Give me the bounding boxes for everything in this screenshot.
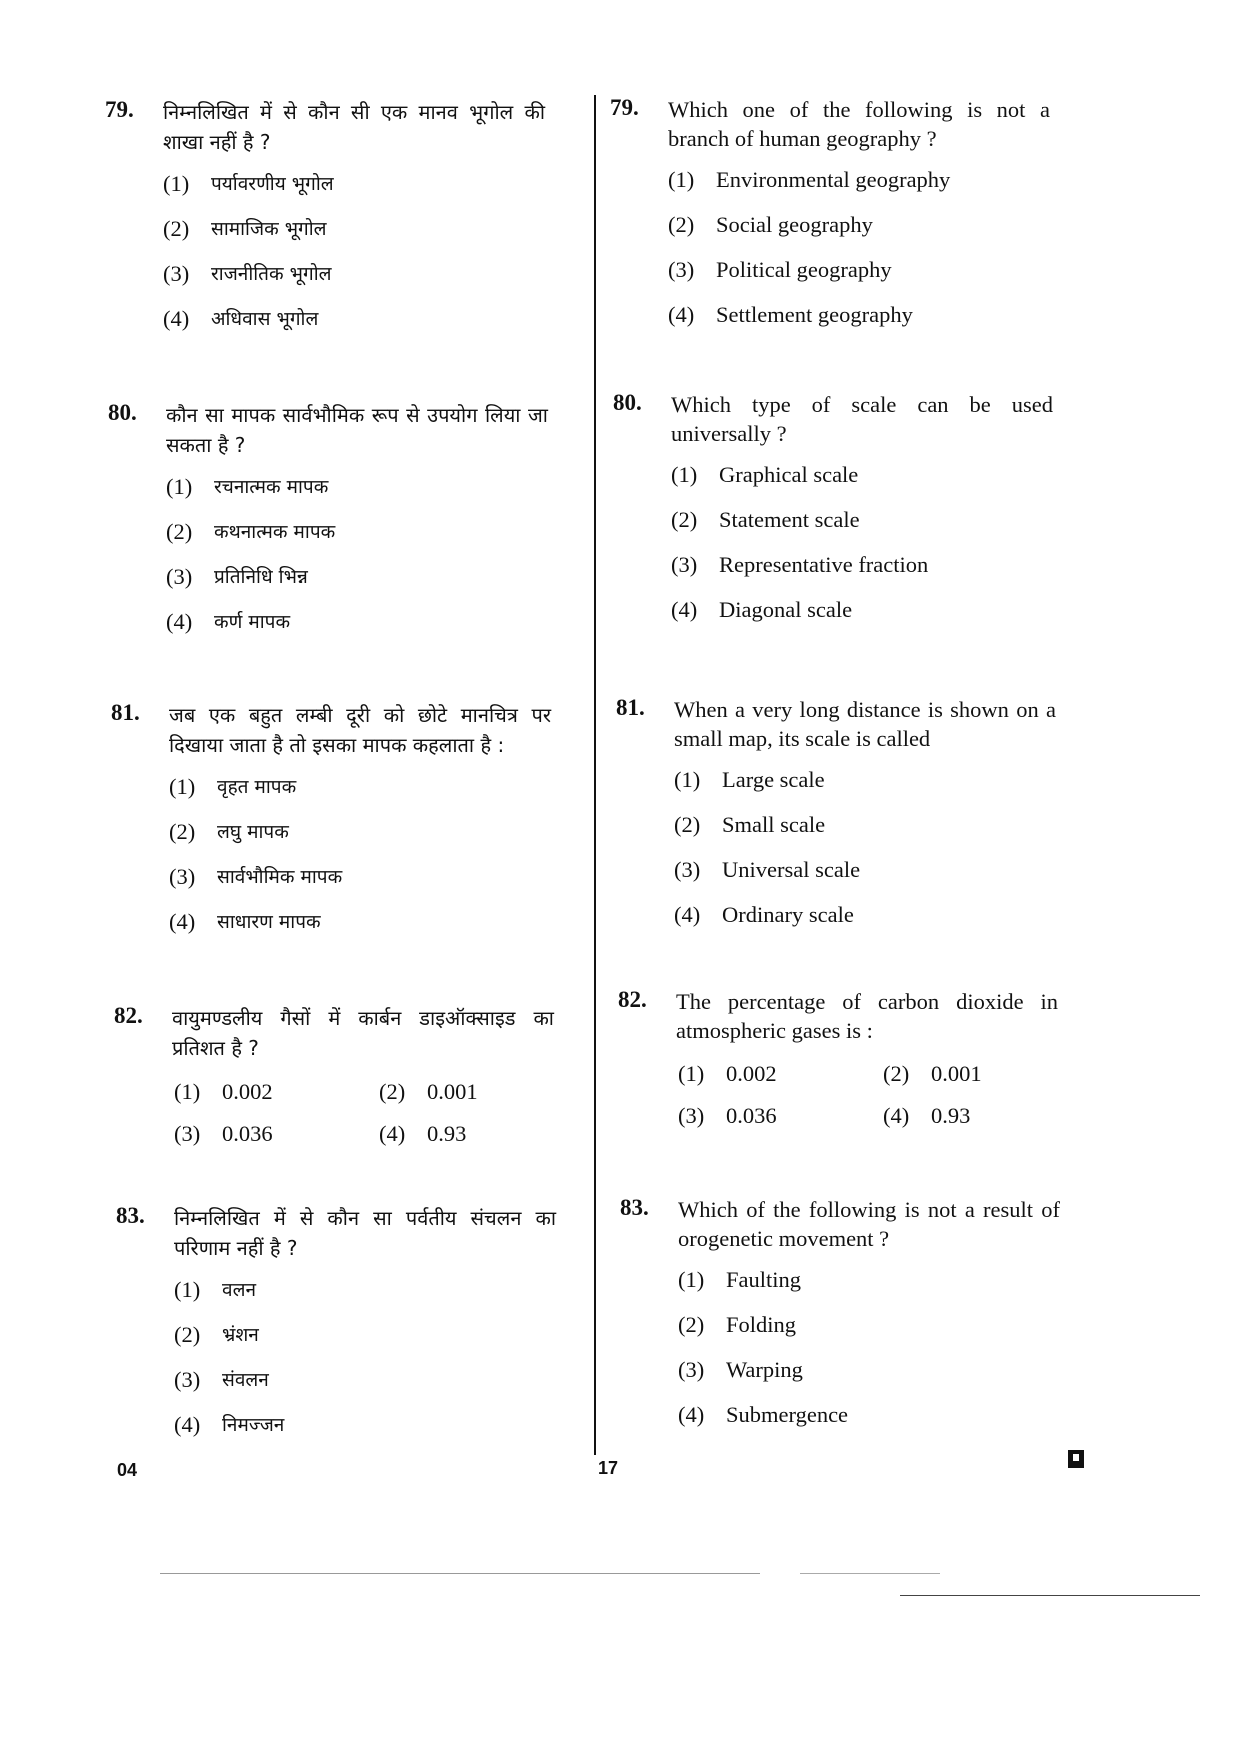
option-4[interactable]: (4) Ordinary scale [674,902,854,927]
options-list [674,765,1056,945]
option-3[interactable]: (3) 0.036 [174,1121,273,1146]
option-2[interactable]: (2) Folding [678,1312,797,1337]
scan-artifact-line [800,1573,940,1574]
option-2[interactable]: (2) Small scale [674,812,826,837]
option-3[interactable]: (3) Political geography [668,257,892,282]
question-number: 79. [105,97,134,122]
question-number: 83. [116,1203,145,1228]
question-number: 80. [613,390,642,415]
option-4[interactable]: (4) 0.93 [883,1103,971,1128]
option-4[interactable]: (4) Diagonal scale [671,597,853,622]
question-81-english [616,695,1056,945]
question-text: Which type of scale can be used universally ? [671,392,1053,446]
question-82-hindi [114,1003,554,1149]
option-2[interactable]: (2) Social geography [668,212,873,237]
question-81-hindi [111,700,551,952]
options-grid [678,1059,1058,1131]
question-number: 79. [610,95,639,120]
question-text: Which of the following is not a result of orogenetic movement ? [678,1197,1060,1251]
option-4[interactable]: (4) 0.93 [379,1121,467,1146]
option-3[interactable]: (3) प्रतिनिधि भिन्न [166,564,308,589]
question-text: निम्नलिखित में से कौन सा पर्वतीय संचलन का परिणाम नहीं है ? [174,1206,556,1260]
option-2[interactable]: (2) 0.001 [379,1079,478,1104]
question-text: वायुमण्डलीय गैसों में कार्बन डाइऑक्साइड का प्रतिशत है ? [172,1006,554,1060]
option-2[interactable]: (2) Statement scale [671,507,860,532]
option-1[interactable]: (1) Large scale [674,767,825,792]
options-grid [174,1077,554,1149]
column-divider [594,95,596,1455]
question-number: 82. [618,987,647,1012]
option-2[interactable]: (2) 0.001 [883,1061,982,1086]
options-list [166,472,548,652]
options-list [169,772,551,952]
option-4[interactable]: (4) Submergence [678,1402,849,1427]
option-3[interactable]: (3) 0.036 [678,1103,777,1128]
option-3[interactable]: (3) Representative fraction [671,552,929,577]
option-4[interactable]: (4) Settlement geography [668,302,913,327]
options-list [671,460,1053,640]
option-3[interactable]: (3) Warping [678,1357,803,1382]
question-83-english [620,1195,1060,1445]
option-2[interactable]: (2) लघु मापक [169,819,289,844]
option-1[interactable]: (1) Graphical scale [671,462,859,487]
option-4[interactable]: (4) साधारण मापक [169,909,321,934]
question-number: 82. [114,1003,143,1028]
option-3[interactable]: (3) राजनीतिक भूगोल [163,261,332,286]
options-list [163,169,545,349]
option-1[interactable]: (1) Faulting [678,1267,802,1292]
page-number: 17 [598,1458,619,1478]
option-3[interactable]: (3) सार्वभौमिक मापक [169,864,343,889]
option-1[interactable]: (1) 0.002 [174,1079,273,1104]
question-80-hindi [108,400,548,652]
option-1[interactable]: (1) 0.002 [678,1061,777,1086]
option-1[interactable]: (1) पर्यावरणीय भूगोल [163,171,334,196]
registration-mark-icon [1068,1450,1084,1468]
option-4[interactable]: (4) अधिवास भूगोल [163,306,319,331]
question-text: कौन सा मापक सार्वभौमिक रूप से उपयोग लिया जा सकता है ? [166,403,548,457]
question-number: 81. [616,695,645,720]
options-list [668,165,1050,345]
question-83-hindi [116,1203,556,1455]
scan-artifact-line [900,1595,1200,1596]
options-list [174,1275,556,1455]
question-number: 80. [108,400,137,425]
option-1[interactable]: (1) रचनात्मक मापक [166,474,329,499]
option-2[interactable]: (2) कथनात्मक मापक [166,519,336,544]
question-text: जब एक बहुत लम्बी दूरी को छोटे मानचित्र पर दिखाया जाता है तो इसका मापक कहलाता है : [169,703,551,757]
option-3[interactable]: (3) Universal scale [674,857,861,882]
options-list [678,1265,1060,1445]
option-3[interactable]: (3) संवलन [174,1367,269,1392]
booklet-code: 04 [117,1460,138,1480]
question-number: 81. [111,700,140,725]
scan-artifact-line [160,1573,760,1574]
option-1[interactable]: (1) Environmental geography [668,167,951,192]
option-2[interactable]: (2) सामाजिक भूगोल [163,216,327,241]
question-number: 83. [620,1195,649,1220]
question-79-english [610,95,1050,345]
option-4[interactable]: (4) निमज्जन [174,1412,285,1437]
question-79-hindi [105,97,545,349]
question-80-english [613,390,1053,640]
question-text: When a very long distance is shown on a small map, its scale is called [674,697,1056,751]
question-text: Which one of the following is not a branch of human geography ? [668,97,1050,151]
question-text: निम्नलिखित में से कौन सी एक मानव भूगोल की शाखा नहीं है ? [163,100,545,154]
option-4[interactable]: (4) कर्ण मापक [166,609,291,634]
question-text: The percentage of carbon dioxide in atmospheric gases is : [676,989,1058,1043]
option-1[interactable]: (1) वृहत मापक [169,774,297,799]
question-82-english [618,987,1058,1131]
option-2[interactable]: (2) भ्रंशन [174,1322,259,1347]
option-1[interactable]: (1) वलन [174,1277,256,1302]
